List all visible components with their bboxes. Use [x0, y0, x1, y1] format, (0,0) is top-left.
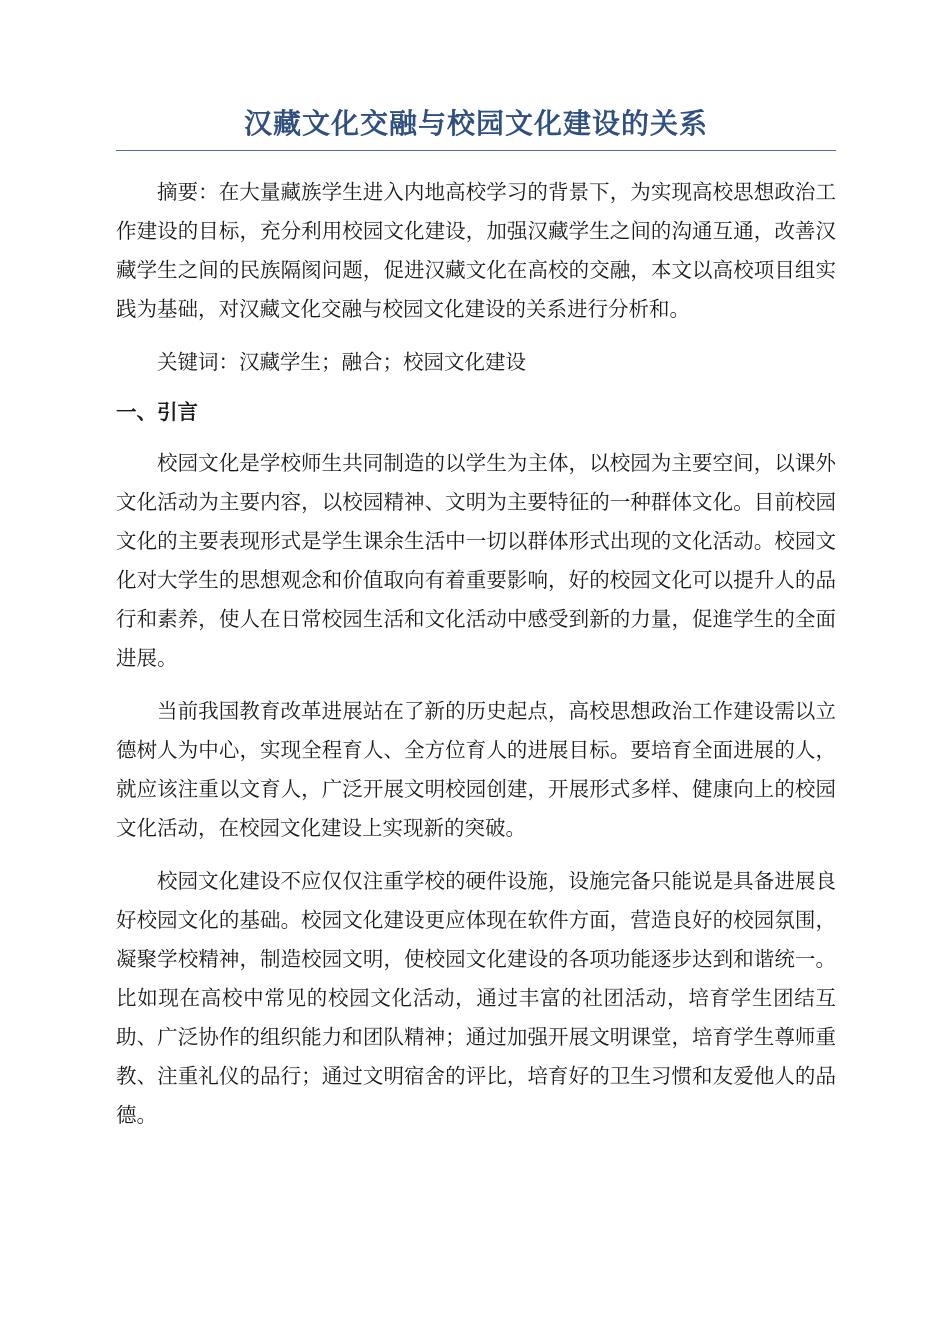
abstract-paragraph: 摘要：在大量藏族学生进入内地高校学习的背景下，为实现高校思想政治工作建设的目标，充分利用校园文化建设，加强汉藏学生之间的沟通互通，改善汉藏学生之间的民族隔阂问题，促进汉藏文化在高校的交融，本文以高校项目组实践为基础，对汉藏文化交融与校园文化建设的关系进行分析和。: [116, 180, 836, 321]
title-underline: [116, 150, 836, 151]
body-paragraph-1: 校园文化是学校师生共同制造的以学生为主体，以校园为主要空间，以课外文化活动为主要内容，以校园精神、文明为主要特征的一种群体文化。目前校园文化的主要表现形式是学生课余生活中一切以群体形式出现的文化活动。校园文化对大学生的思想观念和价值取向有着重要影响，好的校园文化可以提升人的品行和素养，使人在日常校园生活和文化活动中感受到新的力量，促進学生的全面进展。: [116, 451, 836, 670]
body-paragraph-2: 当前我国教育改革进展站在了新的历史起点，高校思想政治工作建设需以立德树人为中心，实现全程育人、全方位育人的进展目标。要培育全面进展的人，就应该注重以文育人，广泛开展文明校园创建，开展形式多样、健康向上的校园文化活动，在校园文化建设上实现新的突破。: [116, 699, 836, 840]
document-title: 汉藏文化交融与校园文化建设的关系: [243, 107, 708, 140]
document-page: [116, 104, 836, 1149]
section-heading-introduction: 一、引言: [116, 400, 198, 424]
body-paragraph-3: 校园文化建设不应仅仅注重学校的硬件设施，设施完备只能说是具备进展良好校园文化的基础。校园文化建设更应体现在软件方面，营造良好的校园氛围，凝聚学校精神，制造校园文明，使校园文化建设的各项功能逐步达到和谐统一。比如现在高校中常见的校园文化活动，通过丰富的社团活动，培育学生团结互助、广泛协作的组织能力和团队精神；通过加强开展文明课堂，培育学生尊师重教、注重礼仪的品行；通过文明宿舍的评比，培育好的卫生习惯和友爱他人的品德。: [116, 869, 836, 1127]
keywords-line: 关键词：汉藏学生；融合；校园文化建设: [157, 350, 526, 374]
